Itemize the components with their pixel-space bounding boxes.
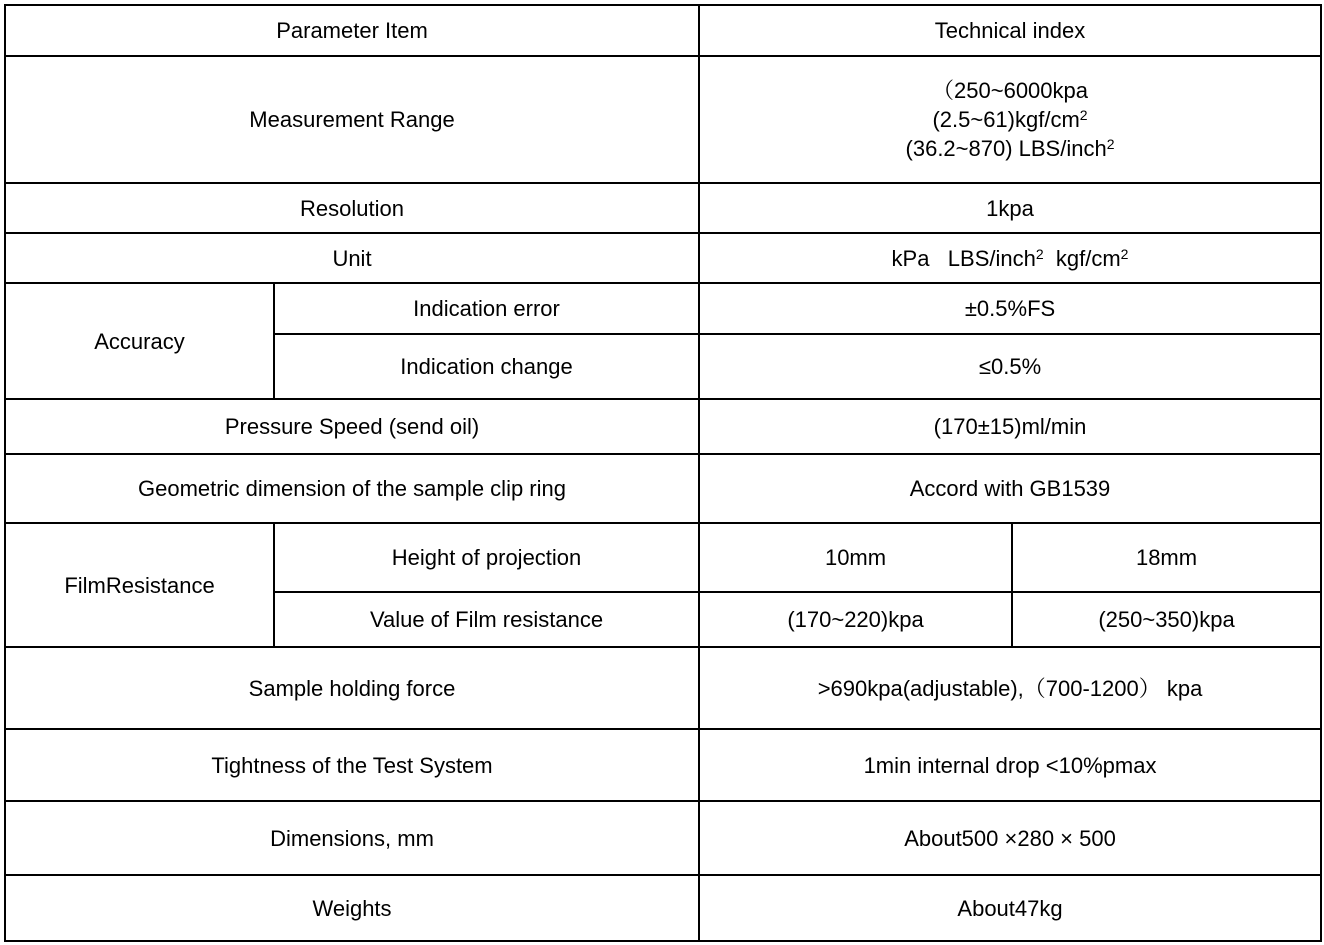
height-of-projection-label: Height of projection [274,523,699,592]
unit-label: Unit [5,233,699,283]
superscript: 2 [1035,245,1044,262]
table-row [5,801,1321,875]
pressure-speed-value: (170±15)ml/min [699,399,1321,454]
table-row [5,454,1321,523]
measurement-range-line3 [700,134,1320,163]
spec-table [4,4,1322,942]
weights-value: About47kg [699,875,1321,941]
measurement-range-label: Measurement Range [5,56,699,183]
table-row [5,233,1321,283]
indication-error-value: ±0.5%FS [699,283,1321,334]
tightness-value: 1min internal drop <10%pmax [699,729,1321,801]
header-parameter: Parameter Item [5,5,699,56]
table-row [5,183,1321,233]
table-row [5,5,1321,56]
unit-value-part2: kgf/cm [1043,245,1121,271]
table-row [5,523,1321,592]
table-row [5,399,1321,454]
measurement-range-line2-text: (2.5~61)kgf/cm [932,107,1080,132]
table-row [5,729,1321,801]
weights-label: Weights [5,875,699,941]
geometric-label: Geometric dimension of the sample clip ring [5,454,699,523]
film-resistance-label: FilmResistance [5,523,274,647]
unit-value-part1: kPa LBS/inch [891,245,1036,271]
holding-force-label: Sample holding force [5,647,699,729]
table-row [5,875,1321,941]
measurement-range-value [699,56,1321,183]
dimensions-label: Dimensions, mm [5,801,699,875]
superscript: 2 [1079,107,1088,123]
height-10-value: 10mm [699,523,1012,592]
geometric-value: Accord with GB1539 [699,454,1321,523]
film-resistance-18-value: (250~350)kpa [1012,592,1321,647]
height-18-value: 18mm [1012,523,1321,592]
film-resistance-10-value: (170~220)kpa [699,592,1012,647]
resolution-label: Resolution [5,183,699,233]
indication-error-label: Indication error [274,283,699,334]
header-technical: Technical index [699,5,1321,56]
indication-change-value: ≤0.5% [699,334,1321,399]
dimensions-value: About500 ×280 × 500 [699,801,1321,875]
resolution-value: 1kpa [699,183,1321,233]
accuracy-label: Accuracy [5,283,274,399]
pressure-speed-label: Pressure Speed (send oil) [5,399,699,454]
tightness-label: Tightness of the Test System [5,729,699,801]
film-resistance-value-label: Value of Film resistance [274,592,699,647]
table-row [5,647,1321,729]
measurement-range-line3-text: (36.2~870) LBS/inch [905,136,1107,161]
superscript: 2 [1120,245,1129,262]
table-row [5,283,1321,334]
measurement-range-line1: （250~6000kpa [932,78,1088,103]
unit-value [699,233,1321,283]
superscript: 2 [1106,136,1115,152]
holding-force-value: >690kpa(adjustable),（700-1200） kpa [699,647,1321,729]
indication-change-label: Indication change [274,334,699,399]
measurement-range-line2 [700,105,1320,134]
table-row [5,56,1321,183]
